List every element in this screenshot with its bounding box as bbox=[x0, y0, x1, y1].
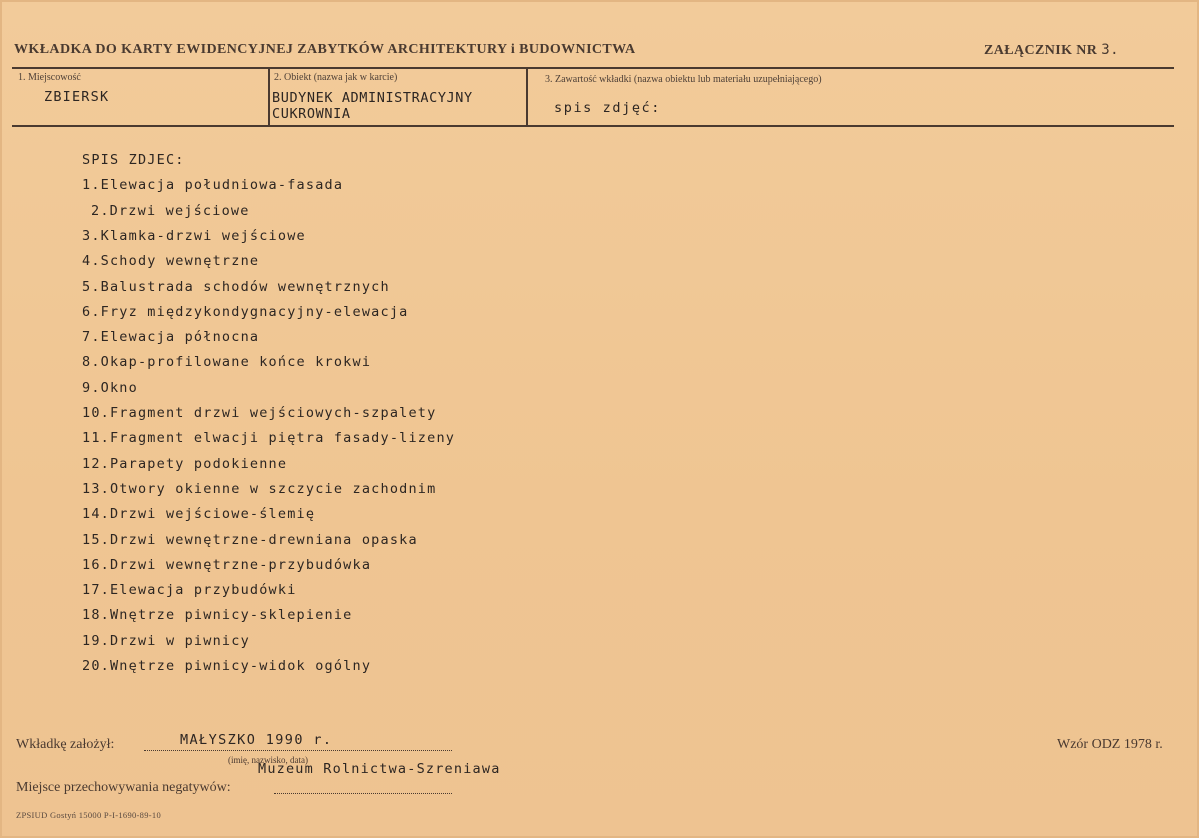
form-code: Wzór ODZ 1978 r. bbox=[1057, 737, 1163, 752]
photo-list-items bbox=[82, 173, 455, 679]
fields-rule bbox=[12, 125, 1174, 127]
list-item: 15.Drzwi wewnętrzne-drewniana opaska bbox=[82, 531, 418, 548]
author-label: Wkładkę założył: bbox=[16, 737, 115, 752]
list-item: 6.Fryz międzykondygnacyjny-elewacja bbox=[82, 303, 409, 320]
field-divider-2 bbox=[526, 69, 528, 125]
list-item: 16.Drzwi wewnętrzne-przybudówka bbox=[82, 556, 372, 573]
list-item: 20.Wnętrze piwnicy-widok ogólny bbox=[82, 658, 372, 675]
list-item: 19.Drzwi w piwnicy bbox=[82, 632, 250, 649]
object-value-line1: BUDYNEK ADMINISTRACYJNY bbox=[272, 90, 473, 106]
list-item: 2.Drzwi wejściowe bbox=[91, 202, 250, 219]
list-item: 5.Balustrada schodów wewnętrznych bbox=[82, 278, 390, 295]
list-item: 17.Elewacja przybudówki bbox=[82, 582, 297, 599]
list-item: 12.Parapety podokienne bbox=[82, 455, 288, 472]
object-label: 2. Obiekt (nazwa jak w karcie) bbox=[274, 72, 398, 83]
negatives-dotted-line bbox=[274, 793, 452, 794]
list-item: 1.Elewacja południowa-fasada bbox=[82, 177, 344, 194]
list-item: 11.Fragment elwacji piętra fasady-lizeny bbox=[82, 430, 456, 447]
author-note: (imię, nazwisko, data) bbox=[228, 755, 308, 765]
printer-imprint: ZPSIUD Gostyń 15000 P-I-1690-89-10 bbox=[16, 810, 162, 820]
list-item: 10.Fragment drzwi wejściowych-szpalety bbox=[82, 405, 437, 422]
author-value: MAŁYSZKO 1990 r. bbox=[180, 732, 333, 748]
list-item: 14.Drzwi wejściowe-ślemię bbox=[82, 506, 316, 523]
annex-label: ZAŁĄCZNIK NR bbox=[984, 43, 1098, 58]
list-item: 7.Elewacja północna bbox=[82, 329, 260, 346]
locality-label: 1. Miejscowość bbox=[18, 72, 81, 83]
list-item: 9.Okno bbox=[82, 379, 138, 396]
object-value-line2: CUKROWNIA bbox=[272, 106, 351, 122]
list-item: 4.Schody wewnętrzne bbox=[82, 253, 260, 270]
card-title: WKŁADKA DO KARTY EWIDENCYJNEJ ZABYTKÓW ARCHITEKTURY i BUDOWNICTWA bbox=[14, 42, 636, 57]
list-item: 18.Wnętrze piwnicy-sklepienie bbox=[82, 607, 353, 624]
list-item: 13.Otwory okienne w szczycie zachodnim bbox=[82, 480, 437, 497]
negatives-label: Miejsce przechowywania negatywów: bbox=[16, 780, 231, 795]
contents-label: 3. Zawartość wkładki (nazwa obiektu lub materiału uzupełniającego) bbox=[545, 74, 822, 85]
locality-value: ZBIERSK bbox=[44, 89, 110, 105]
contents-value: spis zdjęć: bbox=[554, 100, 662, 116]
storage-value: Muzeum Rolnictwa-Szreniawa bbox=[258, 761, 501, 777]
photo-list-heading: SPIS ZDJEC: bbox=[82, 152, 185, 168]
author-dotted-line bbox=[144, 750, 452, 751]
header-rule bbox=[12, 67, 1174, 69]
list-item: 8.Okap-profilowane końce krokwi bbox=[82, 354, 372, 371]
annex-number bbox=[984, 42, 1119, 59]
list-item: 3.Klamka-drzwi wejściowe bbox=[82, 227, 306, 244]
annex-number-value: 3. bbox=[1101, 42, 1119, 58]
photo-list bbox=[82, 148, 455, 679]
field-divider-1 bbox=[268, 69, 270, 125]
